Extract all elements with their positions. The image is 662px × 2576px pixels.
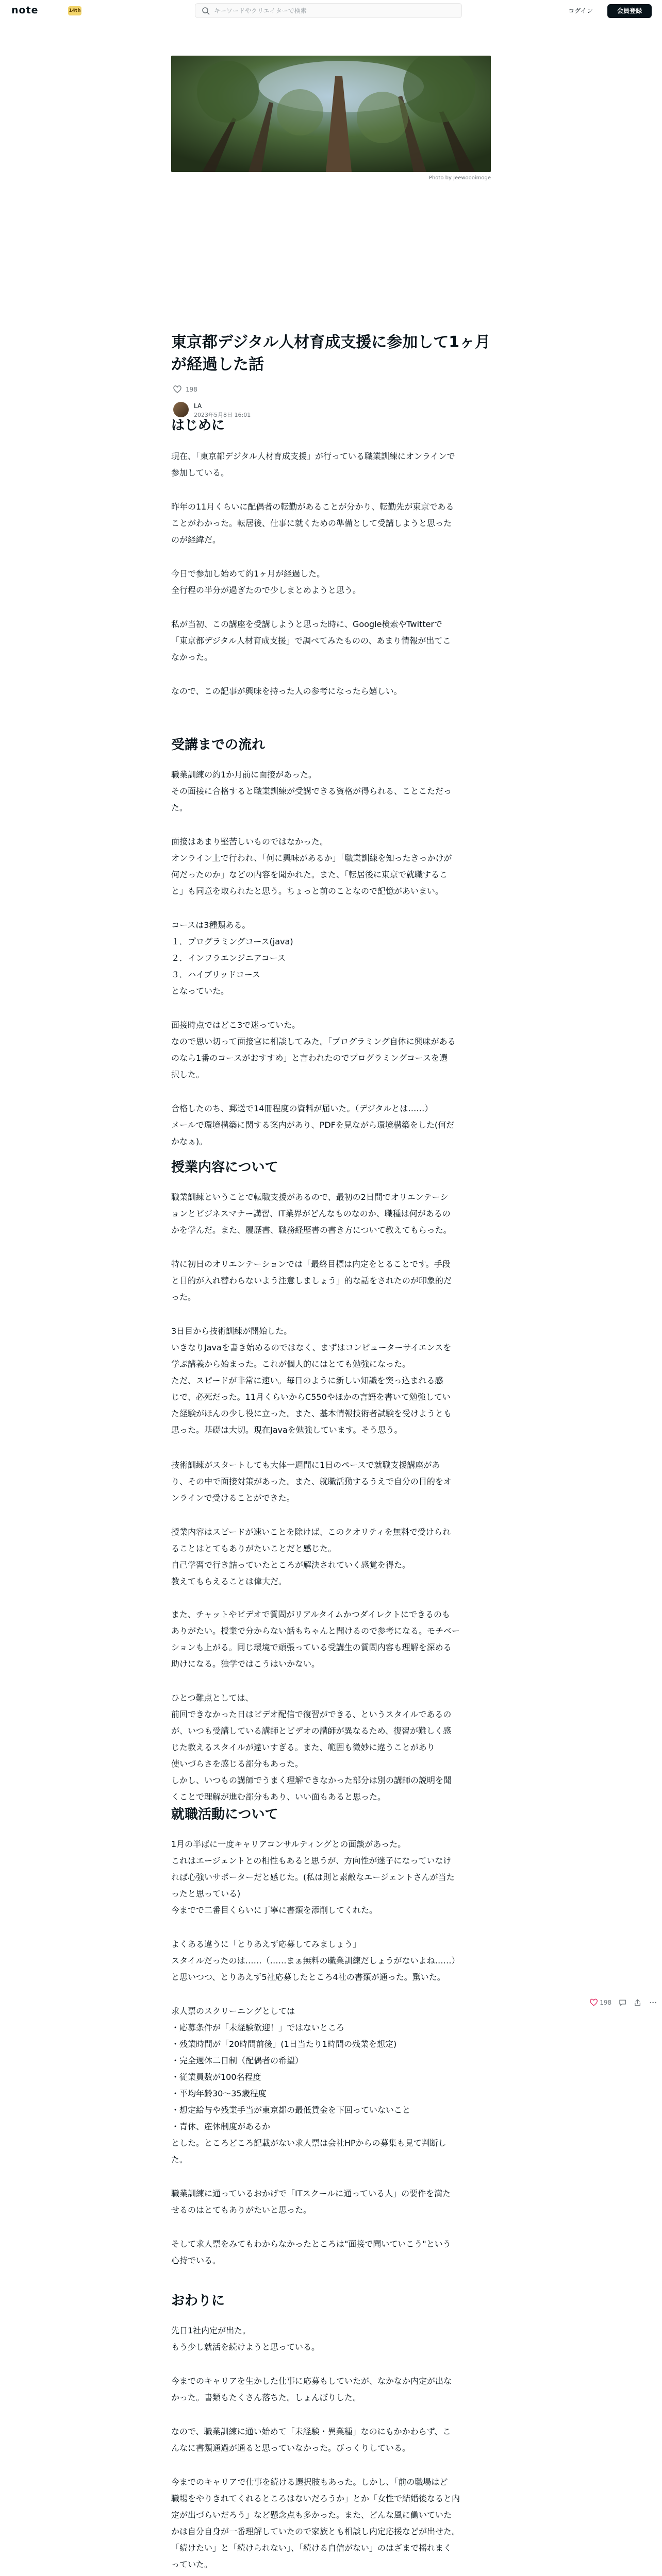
paragraph: 技術訓練がスタートしても大体一週間に1日のペースで就職支援講座があ り、その中で面接対策があった。また、就職活動するうえで自分の目的をオ ンラインで受けることができた。 xyxy=(171,1460,452,1503)
paragraph: コースは3種類ある。 １．プログラミングコース(java) ２．インフラエンジニアコース ３．ハイブリッドコース となっていた。 xyxy=(171,920,293,996)
avatar[interactable] xyxy=(173,402,189,417)
paragraph: また、チャットやビデオで質問がリアルタイムかつダイレクトにできるのも ありがたい。授業で分からない話もちゃんと聞けるので参考になる。モチベー ションも上がる。同じ環境で頑張っている受講生の質問内容も理解を深める 助けになる。独学ではこうはいかない。 xyxy=(171,1609,460,1669)
paragraph: 3日目から技術訓練が開始した。 いきなりJavaを書き始めるのではなく、まずはコンピューターサイエンスを 学ぶ講義から始まった。これが個人的にはとても勉強になった。 ただ、スピードが非常に速い。毎日のように新しい知識を突っ込まれる感 じで、必死だった。11月くらいからC550やほかの言語を書いて勉強してい た経験がほんの少し役に立った。また、基本情報技術者試験を受けようとも 思った。基礎は大切。現在Javaを勉強しています。そう思う。 xyxy=(171,1326,452,1435)
heart-icon[interactable] xyxy=(590,1998,598,2007)
paragraph: 今日で参加し始めて約1ヶ月が経過した。 全行程の半分が過ぎたので少しまとめようと思う。 xyxy=(171,569,361,595)
anniversary-badge: 14th xyxy=(68,6,81,15)
search-box[interactable] xyxy=(195,3,462,18)
paragraph: 昨年の11月くらいに配偶者の転勤があることが分かり、転勤先が東京である ことがわかった。転居後、仕事に就くための準備として受講しようと思った のが経緯だ。 xyxy=(171,502,454,545)
login-button[interactable]: ログイン xyxy=(568,7,593,14)
heart-icon[interactable] xyxy=(173,385,181,394)
note-logo[interactable]: note xyxy=(11,5,39,16)
float-like-count: 198 xyxy=(600,1999,612,2006)
paragraph: 現在、「東京都デジタル人材育成支援」が行っている職業訓練にオンラインで 参加している。 xyxy=(171,451,455,478)
register-button[interactable]: 会員登録 xyxy=(607,4,652,18)
like-count: 198 xyxy=(186,386,197,393)
paragraph: 今までのキャリアで仕事を続ける選択肢もあった。しかし、「前の職場はど 職場をやりきれてくれるところはないだろうか」とか「女性で結婚後なると内 定が出づらいだろう」など懸念点も多かった。また、どんな風に働いていた かは自分自身が一番理解していたので家族とも相談し内定応援などが出せた。 「続けたい」と「続けられない」、「続ける自信がない」のはざまで揺れまく っていた。 xyxy=(171,2477,460,2569)
paragraph: なので、この記事が興味を持った人の参考になったら嬉しい。 xyxy=(171,686,402,696)
share-icon[interactable] xyxy=(634,1998,641,2007)
section-jobhunt xyxy=(171,1805,491,1824)
author-name[interactable]: LA xyxy=(194,402,202,410)
paragraph: 授業内容はスピードが速いことを除けば、このクオリティを無料で受けられ ることはとてもありがたいことだと感じた。 自己学習で行き詰っていたところが解決されていく感覚を得た。 教えてもらえることは偉大だ。 xyxy=(171,1527,451,1586)
forest-photo xyxy=(171,56,491,172)
section-intro xyxy=(171,416,491,435)
paragraph: 今までのキャリアを生かした仕事に応募もしていたが、なかなか内定が出な かった。書類もたくさん落ちた。しょんぼりした。 xyxy=(171,2376,452,2402)
section-heading: 授業内容について xyxy=(171,1160,278,1175)
paragraph: 特に初日のオリエンテーションでは「最終目標は内定をとることです。手段 と目的が入れ替わらないよう注意しましょう」的な話をされたのが印象的だ った。 xyxy=(171,1259,452,1302)
paragraph: そして求人票をみてもわからなかったところは"面接で聞いていこう"という 心持でいる。 xyxy=(171,2239,451,2265)
comment-icon[interactable] xyxy=(619,1998,626,2007)
paragraph: 面接はあまり堅苦しいものではなかった。 オンライン上で行われ、「何に興味があるか」「職業訓練を知ったきっかけが 何だったのか」などの内容を聞かれた。また、「転居後に東京で就職するこ と」も同意を取られたと思う。ちょっと前のことなので記憶があいまい。 xyxy=(171,837,452,896)
section-closing xyxy=(171,2292,491,2310)
section-heading: はじめに xyxy=(171,418,225,433)
section-heading: おわりに xyxy=(171,2293,225,2309)
paragraph: よくある違うに「とりあえず応募してみましょう」 スタイルだったのは……（……まぁ無料の職業訓練だしょうがないよね……） と思いつつ、とりあえず5社応募したところ4社の書類が通った。驚いた。 xyxy=(171,1939,460,1982)
paragraph: 職業訓練ということで転職支援があるので、最初の2日間でオリエンテーシ ョンとビジネスマナー講習、IT業界がどんなものなのか、職種は何があるの かを学んだ。また、履歴書、職務経歴書の書き方について教えてもらった。 xyxy=(171,1192,452,1235)
paragraph: ひとつ難点としては、 前回できなかった日はビデオ配信で復習ができる、というスタイルであるの が、いつも受講している講師とビデオの講師が異なるため、復習が難しく感 じた教えるスタイルが違いすぎる。また、範囲も微妙に違うことがあり 使いづらさを感じる部分もあった。 しかし、いつもの講師でうまく理解できなかった部分は別の講師の説明を聞 くことで理解が進む部分もあり、いい面もあると思った。 xyxy=(171,1693,452,1802)
section-heading: 就職活動について xyxy=(171,1807,278,1822)
site-header xyxy=(0,0,662,22)
paragraph: 私が当初、この講座を受講しようと思った時に、Google検索やTwitterで 「東京都デジタル人材育成支援」で調べてみたものの、あまり情報が出てこ なかった。 xyxy=(171,619,451,662)
photo-credit: Photo by Jeewoooimoge xyxy=(428,175,491,181)
paragraph: 面接時点ではどこ3で迷っていた。 なので思い切って面接官に相談してみた。「プログラミング自体に興味がある のなら1番のコースがおすすめ」と言われたのでプログラミングコースを選 択した。 xyxy=(171,1020,456,1079)
search-icon xyxy=(202,7,210,15)
article-title: 東京都デジタル人材育成支援に参加して1ヶ月が経過した話 xyxy=(171,333,491,374)
paragraph: 先日1社内定が出た。 もう少し就活を続けようと思っている。 xyxy=(171,2326,320,2352)
section-flow xyxy=(171,736,491,754)
paragraph: 職業訓練に通っているおかげで「ITスクールに通っている人」の要件を満た せるのはとてもありがたいと思った。 xyxy=(171,2189,451,2215)
paragraph: 1月の半ばに一度キャリアコンサルティングとの面談があった。 これはエージェントとの相性もあると思うが、方向性が迷子になっていなけ れば心強いサポーターだと感じた。(私は則と素敵なエージェントさんが当た ったと思っている) 今までで二番目くらいに丁寧に書類を添削してくれた。 xyxy=(171,1839,455,1915)
paragraph: 合格したのち、郵送で14冊程度の資料が届いた。（デジタルとは……） メールで環境構築に関する案内があり、PDFを見ながら環境構築をした(何だ かなぁ)。 xyxy=(171,1104,455,1146)
floating-action-bar xyxy=(590,1997,657,2008)
section-heading: 受講までの流れ xyxy=(171,737,266,753)
paragraph: なので、職業訓練に通い始めて「未経験・異業種」なのにもかかわらず、こ んなに書類通過が通ると思っていなかった。びっくりしている。 xyxy=(171,2427,451,2453)
paragraph: 求人票のスクリーニングとしては ・応募条件が「未経験歓迎！」ではないところ ・残業時間が「20時間前後」(1日当たり1時間の残業を想定) ・完全週休二日制（配偶者の希望） ・従業員数が100名程度 ・平均年齢30〜35歳程度 ・想定給与や残業手当が東京都の最低賃金を下回っていないこと ・青休、産休制度があるか とした。ところどころ記載がない求人票は会社HPからの募集も見て判断し た。 xyxy=(171,2006,446,2164)
post-date: 2023年5月8日 16:01 xyxy=(194,412,251,418)
search-input[interactable] xyxy=(214,6,456,16)
more-icon[interactable] xyxy=(649,1998,657,2007)
paragraph: 職業訓練の約1か月前に面接があった。 その面接に合格すると職業訓練が受講できる資格が得られる、ことこただっ た。 xyxy=(171,770,452,812)
hero-image xyxy=(171,56,491,172)
like-row[interactable] xyxy=(173,385,197,394)
section-classes xyxy=(171,1158,491,1177)
